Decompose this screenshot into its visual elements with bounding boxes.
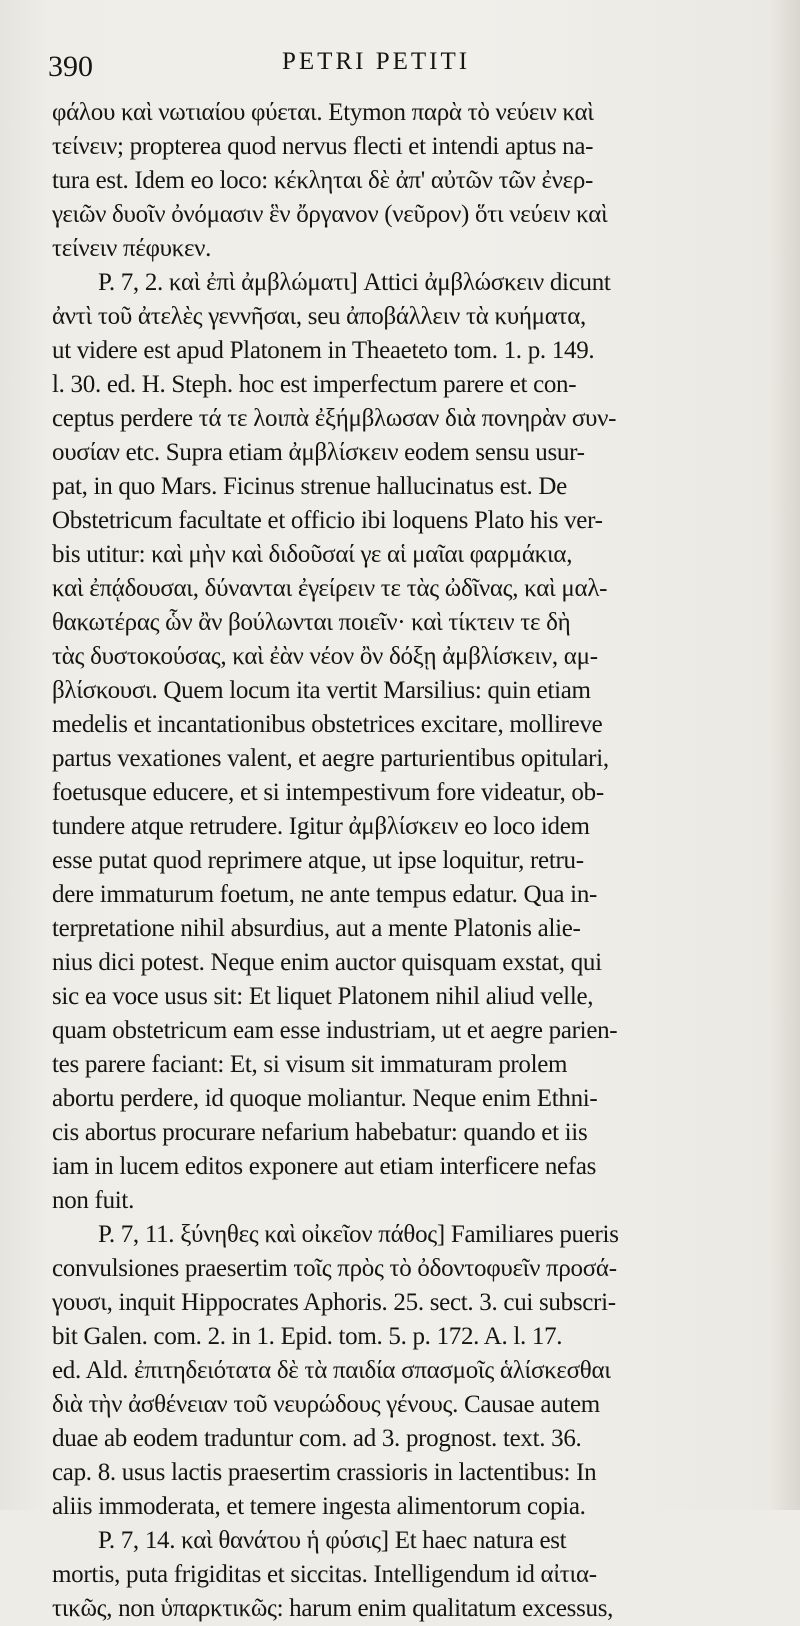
text-line: τὰς δυστοκούσας, καὶ ἐὰν νέον ὂν δόξῃ ἀμβλίσκειν, αμ- [52,643,598,670]
text-line: terpretatione nihil absurdius, aut a mente Platonis alie- [52,915,581,942]
paragraph-start-line: P. 7, 14. καὶ θανάτου ἡ φύσις] Et haec natura est [98,1527,567,1554]
page-header [0,46,800,86]
text-line: abortu perdere, id quoque moliantur. Neque enim Ethni- [52,1085,598,1112]
text-line: nius dici potest. Neque enim auctor quisquam exstat, qui [52,949,602,976]
text-line: cap. 8. usus lactis praesertim crassioris in lactentibus: In [52,1459,597,1486]
text-line: medelis et incantationibus obstetrices excitare, mollireve [52,711,603,738]
text-line: pat, in quo Mars. Ficinus strenue hallucinatus est. De [52,473,567,500]
text-line: aliis immoderata, et temere ingesta alimentorum copia. [52,1493,586,1520]
text-line: tes parere faciant: Et, si visum sit immaturam prolem [52,1051,568,1078]
text-line: γουσι, inquit Hippocrates Aphoris. 25. sect. 3. cui subscri- [52,1289,616,1316]
paragraph-start-line: P. 7, 11. ξύνηθες καὶ οἰκεῖον πάθος] Familiares pueris [98,1221,619,1248]
text-line: ut videre est apud Platonem in Theaeteto tom. 1. p. 149. [52,337,595,364]
text-line: tundere atque retrudere. Igitur ἀμβλίσκειν eo loco idem [52,813,590,840]
text-line: ed. Ald. ἐπιτηδειότατα δὲ τὰ παιδία σπασμοῖς ἁλίσκεσθαι [52,1357,611,1384]
text-line: ceptus perdere τά τε λοιπὰ ἐξήμβλωσαν διὰ πονηρὰν συν- [52,405,617,432]
text-line: esse putat quod reprimere atque, ut ipse loquitur, retru- [52,847,584,874]
text-line: ἀντὶ τοῦ ἀτελὲς γεννῆσαι, seu ἀποβάλλειν τὰ κυήματα, [52,303,586,330]
text-line: non fuit. [52,1187,135,1214]
text-line: sic ea voce usus sit: Et liquet Platonem nihil aliud velle, [52,983,594,1010]
text-line: τείνειν; propterea quod nervus flecti et intendi aptus na- [52,133,594,160]
text-line: φάλου καὶ νωτιαίου φύεται. Etymon παρὰ τὸ νεύειν καὶ [52,99,594,126]
body-text [52,96,758,1626]
text-line: τείνειν πέφυκεν. [52,235,212,262]
text-line: mortis, puta frigiditas et siccitas. Intelligendum id αἰτια- [52,1561,597,1588]
text-line: cis abortus procurare nefarium habebatur: quando et iis [52,1119,588,1146]
text-line: quam obstetricum eam esse industriam, ut et aegre parien- [52,1017,618,1044]
text-line: τικῶς, non ὑπαρκτικῶς: harum enim qualitatum excessus, [52,1595,614,1622]
text-line: partus vexationes valent, et aegre parturientibus opitulari, [52,745,609,772]
page-number: 390 [48,50,93,83]
text-line: καὶ ἐπᾴδουσαι, δύνανται ἐγείρειν τε τὰς ὠδῖνας, καὶ μαλ- [52,575,608,602]
text-line: dere immaturum foetum, ne ante tempus edatur. Qua in- [52,881,598,908]
text-line: γειῶν δυοῖν ὀνόμασιν ἓν ὄργανον (νεῦρον) ὅτι νεύειν καὶ [52,201,608,228]
text-line: tura est. Idem eo loco: κέκληται δὲ ἀπ' αὐτῶν τῶν ἐνερ- [52,167,594,194]
text-line: Obstetricum facultate et officio ibi loquens Plato his ver- [52,507,603,534]
text-line: iam in lucem editos exponere aut etiam interficere nefas [52,1153,597,1180]
text-line: foetusque educere, et si intempestivum fore videatur, ob- [52,779,604,806]
text-line: bis utitur: καὶ μὴν καὶ διδοῦσαί γε αἱ μαῖαι φαρμάκια, [52,541,573,568]
text-line: l. 30. ed. H. Steph. hoc est imperfectum parere et con- [52,371,577,398]
running-head: PETRI PETITI [282,48,471,75]
text-line: bit Galen. com. 2. in 1. Epid. tom. 5. p. 172. A. l. 17. [52,1323,563,1350]
text-line: θακωτέρας ὧν ἂν βούλωνται ποιεῖν· καὶ τίκτειν τε δὴ [52,609,571,636]
paragraph-start-line: P. 7, 2. καὶ ἐπὶ ἀμβλώματι] Attici ἀμβλώσκειν dicunt [98,269,611,296]
text-line: convulsiones praesertim τοῖς πρὸς τὸ ὀδοντοφυεῖν προσά- [52,1255,617,1282]
text-line: βλίσκουσι. Quem locum ita vertit Marsilius: quin etiam [52,677,591,704]
text-line: ουσίαν etc. Supra etiam ἀμβλίσκειν eodem sensu usur- [52,439,585,466]
text-line: duae ab eodem traduntur com. ad 3. prognost. text. 36. [52,1425,582,1452]
text-line: διὰ τὴν ἀσθένειαν τοῦ νευρώδους γένους. Causae autem [52,1391,600,1418]
